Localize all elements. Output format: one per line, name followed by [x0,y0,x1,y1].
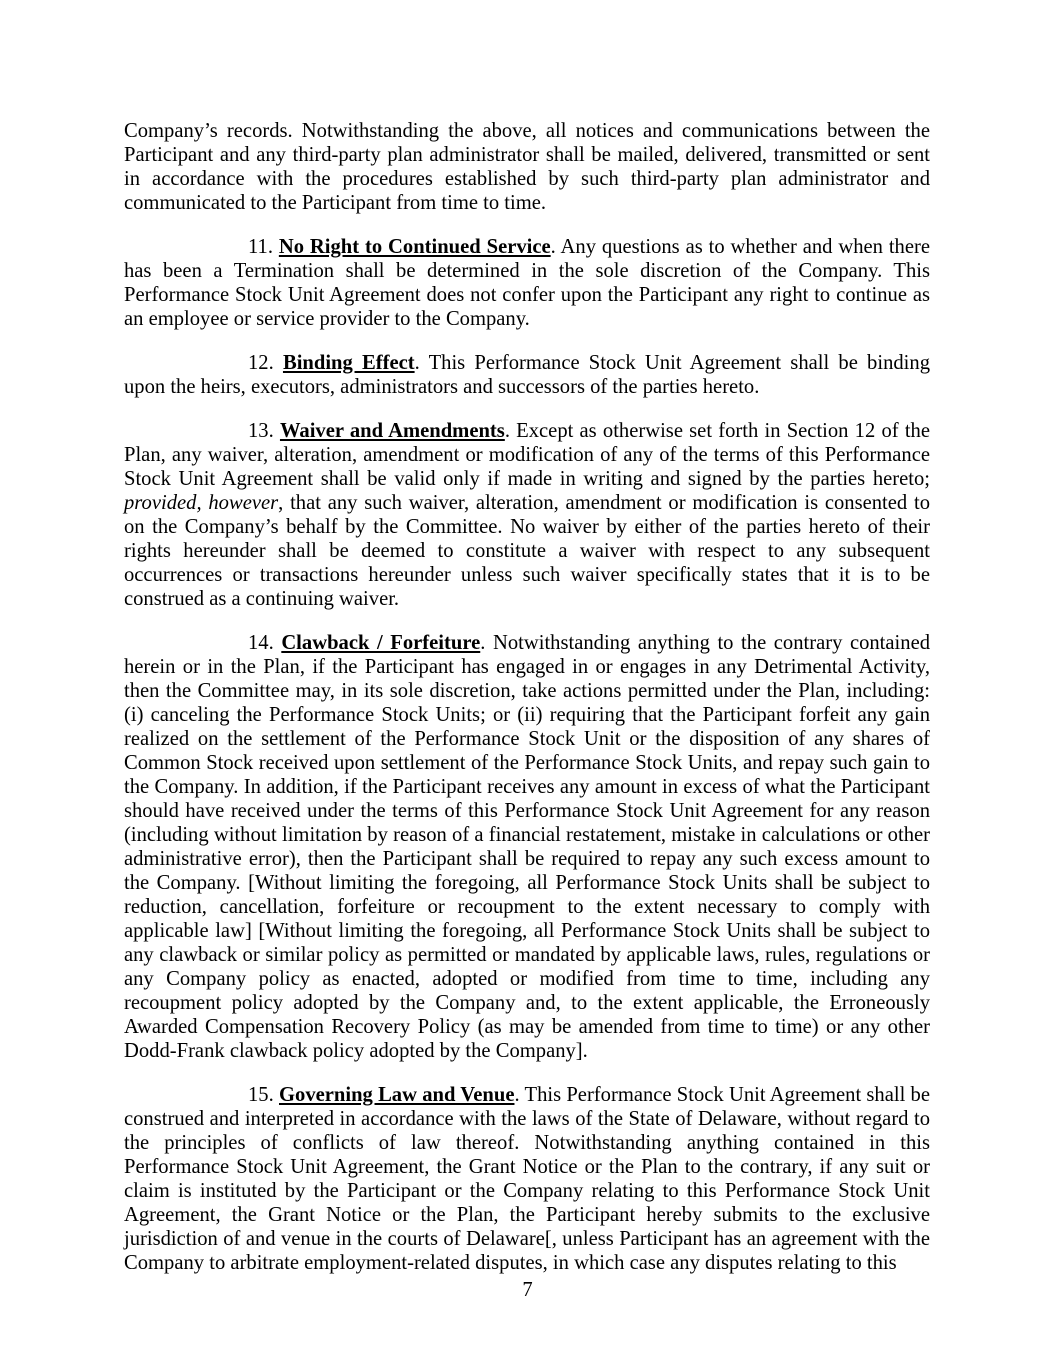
section-13: 13. Waiver and Amendments. Except as otherwise set forth in Section 12 of the Plan, any waiver, alteration, amendment or modification of any of the terms of this Performance Stock Unit Agreement shall be valid only if made in writing and signed by the parties hereto; provided, however, that any such waiver, alteration, amendment or modification is consented to on the Company’s behalf by the Committee. No waiver by either of the parties hereto of their rights hereunder shall be deemed to constitute a waiver with respect to any subsequent occurrences or transactions hereunder unless such waiver specifically states that it is to be construed as a continuing waiver. [124,420,930,610]
document-page [124,119,930,1295]
paragraph-notices-continued: Company’s records. Notwithstanding the above, all notices and communications between the Participant and any third-party plan administrator shall be mailed, delivered, transmitted or sent in accordance with the procedures established by such third-party plan administrator and communicated to the Participant from time to time. [124,120,930,214]
section-heading: Binding Effect [282,352,415,374]
section-heading: Waiver and Amendments [279,420,505,442]
page-number: 7 [522,1279,533,1301]
section-heading: No Right to Continued Service [278,236,551,258]
section-12: 12. Binding Effect. This Performance Stock Unit Agreement shall be binding upon the heirs, executors, administrators and successors of the parties hereto. [124,352,930,398]
section-heading: Clawback / Forfeiture [281,632,481,654]
section-15: 15. Governing Law and Venue. This Performance Stock Unit Agreement shall be construed and interpreted in accordance with the laws of the State of Delaware, without regard to the principles of conflicts of law thereof. Notwithstanding anything contained in this Performance Stock Unit Agreement, the Grant Notice or the Plan to the contrary, if any suit or claim is instituted by the Participant or the Company relating to this Performance Stock Unit Agreement, the Grant Notice or the Plan, the Participant hereby submits to the exclusive jurisdiction of and venue in the courts of Delaware[, unless Participant has an agreement with the Company to arbitrate employment-related disputes, in which case any disputes relating to this [124,1084,930,1274]
section-11: 11. No Right to Continued Service. Any questions as to whether and when there has been a Termination shall be determined in the sole discretion of the Company. This Performance Stock Unit Agreement does not confer upon the Participant any right to continue as an employee or service provider to the Company. [124,236,930,330]
section-heading: Governing Law and Venue [279,1084,515,1106]
section-14: 14. Clawback / Forfeiture. Notwithstanding anything to the contrary contained herein or in the Plan, if the Participant has engaged in or engages in any Detrimental Activity, then the Committee may, in its sole discretion, take actions permitted under the Plan, including: (i) canceling the Performance Stock Units; or (ii) requiring that the Participant forfeit any gain realized on the settlement of the Performance Stock Unit or the disposition of any shares of Common Stock received upon settlement of the Performance Stock Units, and repay such gain to the Company. In addition, if the Participant receives any amount in excess of what the Participant should have received under the terms of this Performance Stock Unit Agreement for any reason (including without limitation by reason of a financial restatement, mistake in calculations or other administrative error), then the Participant shall be required to repay any such excess amount to the Company. [Without limiting the foregoing, all Performance Stock Units shall be subject to reduction, cancellation, forfeiture or recoupment to the extent necessary to comply with applicable law] [Without limiting the foregoing, all Performance Stock Units shall be subject to any clawback or similar policy as permitted or mandated by applicable laws, rules, regulations or any Company policy as enacted, adopted or modified from time to time, including any recoupment policy adopted by the Company and, to the extent applicable, the Erroneously Awarded Compensation Recovery Policy (as may be amended from time to time) or any other Dodd-Frank clawback policy adopted by the Company]. [124,632,931,1062]
